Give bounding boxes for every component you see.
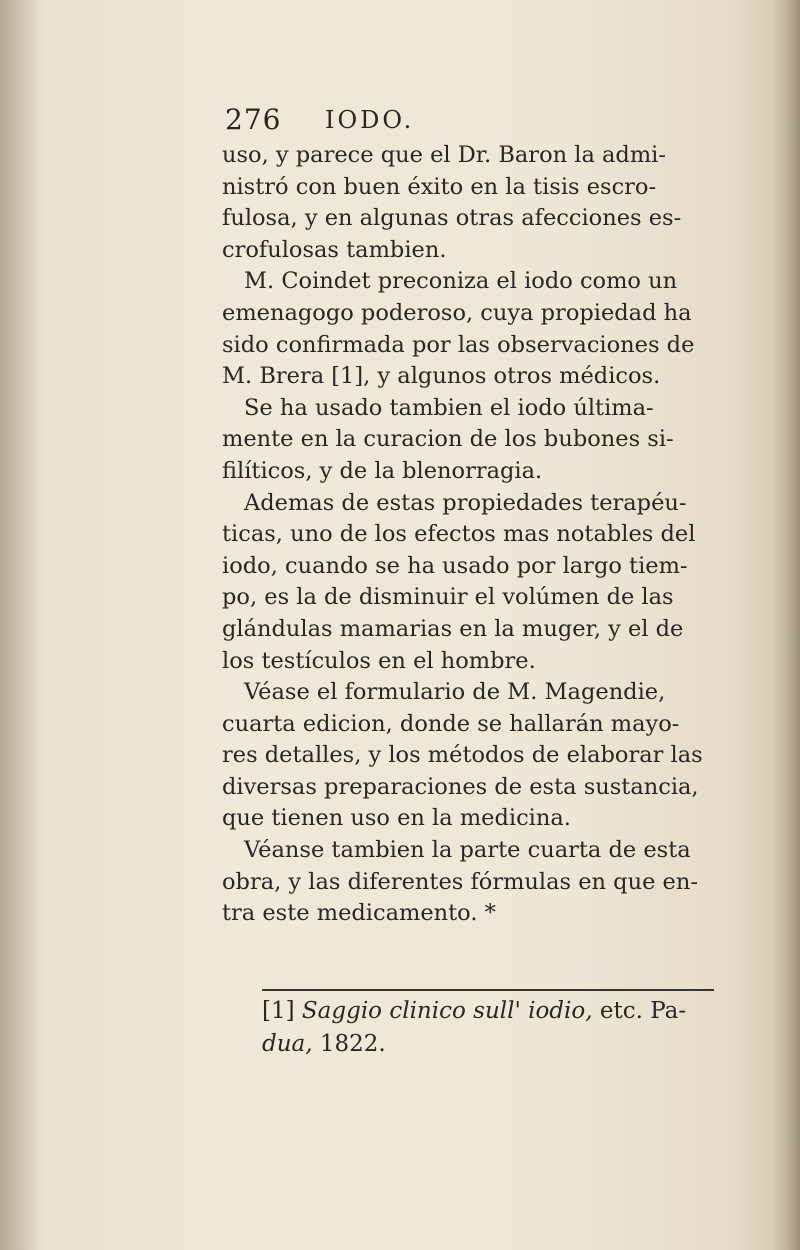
- text-line: Ademas de estas propiedades terapéu-: [244, 489, 687, 516]
- footnote-marker: [1]: [262, 998, 295, 1024]
- page-gutter-shadow: [0, 0, 40, 1250]
- footnote-line: [262, 995, 732, 1028]
- text-line: tra este medicamento. *: [222, 900, 496, 927]
- text-line: mente en la curacion de los bubones si-: [222, 426, 674, 453]
- footnote-year: 1822.: [312, 1031, 386, 1057]
- text-line: Se ha usado tambien el iodo última-: [244, 394, 654, 421]
- footnote-line: [262, 1028, 732, 1061]
- running-head: [225, 100, 645, 140]
- page-number: 276: [225, 103, 282, 136]
- text-line: diversas preparaciones de esta sustancia,: [222, 773, 699, 800]
- text-line: Véanse tambien la parte cuarta de esta: [244, 837, 691, 864]
- text-line: emenagogo poderoso, cuya propiedad ha: [222, 299, 692, 326]
- text-line: filíticos, y de la blenorragia.: [222, 457, 543, 484]
- footnote-title: Saggio clinico sull' iodio,: [301, 998, 593, 1024]
- footnote-text: etc. Pa-: [592, 998, 687, 1024]
- page-edge-shadow: [772, 0, 800, 1250]
- text-line: los testículos en el hombre.: [222, 647, 536, 674]
- text-line: glándulas mamarias en la muger, y el de: [222, 615, 684, 642]
- text-line: iodo, cuando se ha usado por largo tiem-: [222, 552, 688, 579]
- text-line: obra, y las diferentes fórmulas en que en-: [222, 868, 698, 895]
- text-line: po, es la de disminuir el volúmen de las: [222, 584, 674, 611]
- text-line: M. Coindet preconiza el iodo como un: [244, 268, 678, 295]
- text-line: M. Brera [1], y algunos otros médicos.: [222, 363, 661, 390]
- running-title: IODO.: [325, 106, 415, 134]
- text-line: uso, y parece que el Dr. Baron la admi-: [222, 142, 666, 168]
- footnote: [262, 995, 732, 1061]
- text-line: res detalles, y los métodos de elaborar las: [222, 742, 703, 769]
- footnote-place: dua,: [262, 1031, 313, 1057]
- text-line: crofulosas tambien.: [222, 236, 447, 263]
- text-line: nistró con buen éxito en la tisis escro-: [222, 173, 657, 200]
- footnote-rule: [262, 989, 714, 991]
- text-line: ticas, uno de los efectos mas notables del: [222, 521, 696, 548]
- text-line: fulosa, y en algunas otras afecciones es-: [222, 205, 682, 232]
- text-line: que tienen uso en la medicina.: [222, 805, 571, 832]
- text-line: sido confirmada por las observaciones de: [222, 331, 695, 358]
- body-text: [222, 140, 722, 930]
- text-line: cuarta edicion, donde se hallarán mayo-: [222, 710, 680, 737]
- text-line: Véase el formulario de M. Magendie,: [244, 679, 666, 706]
